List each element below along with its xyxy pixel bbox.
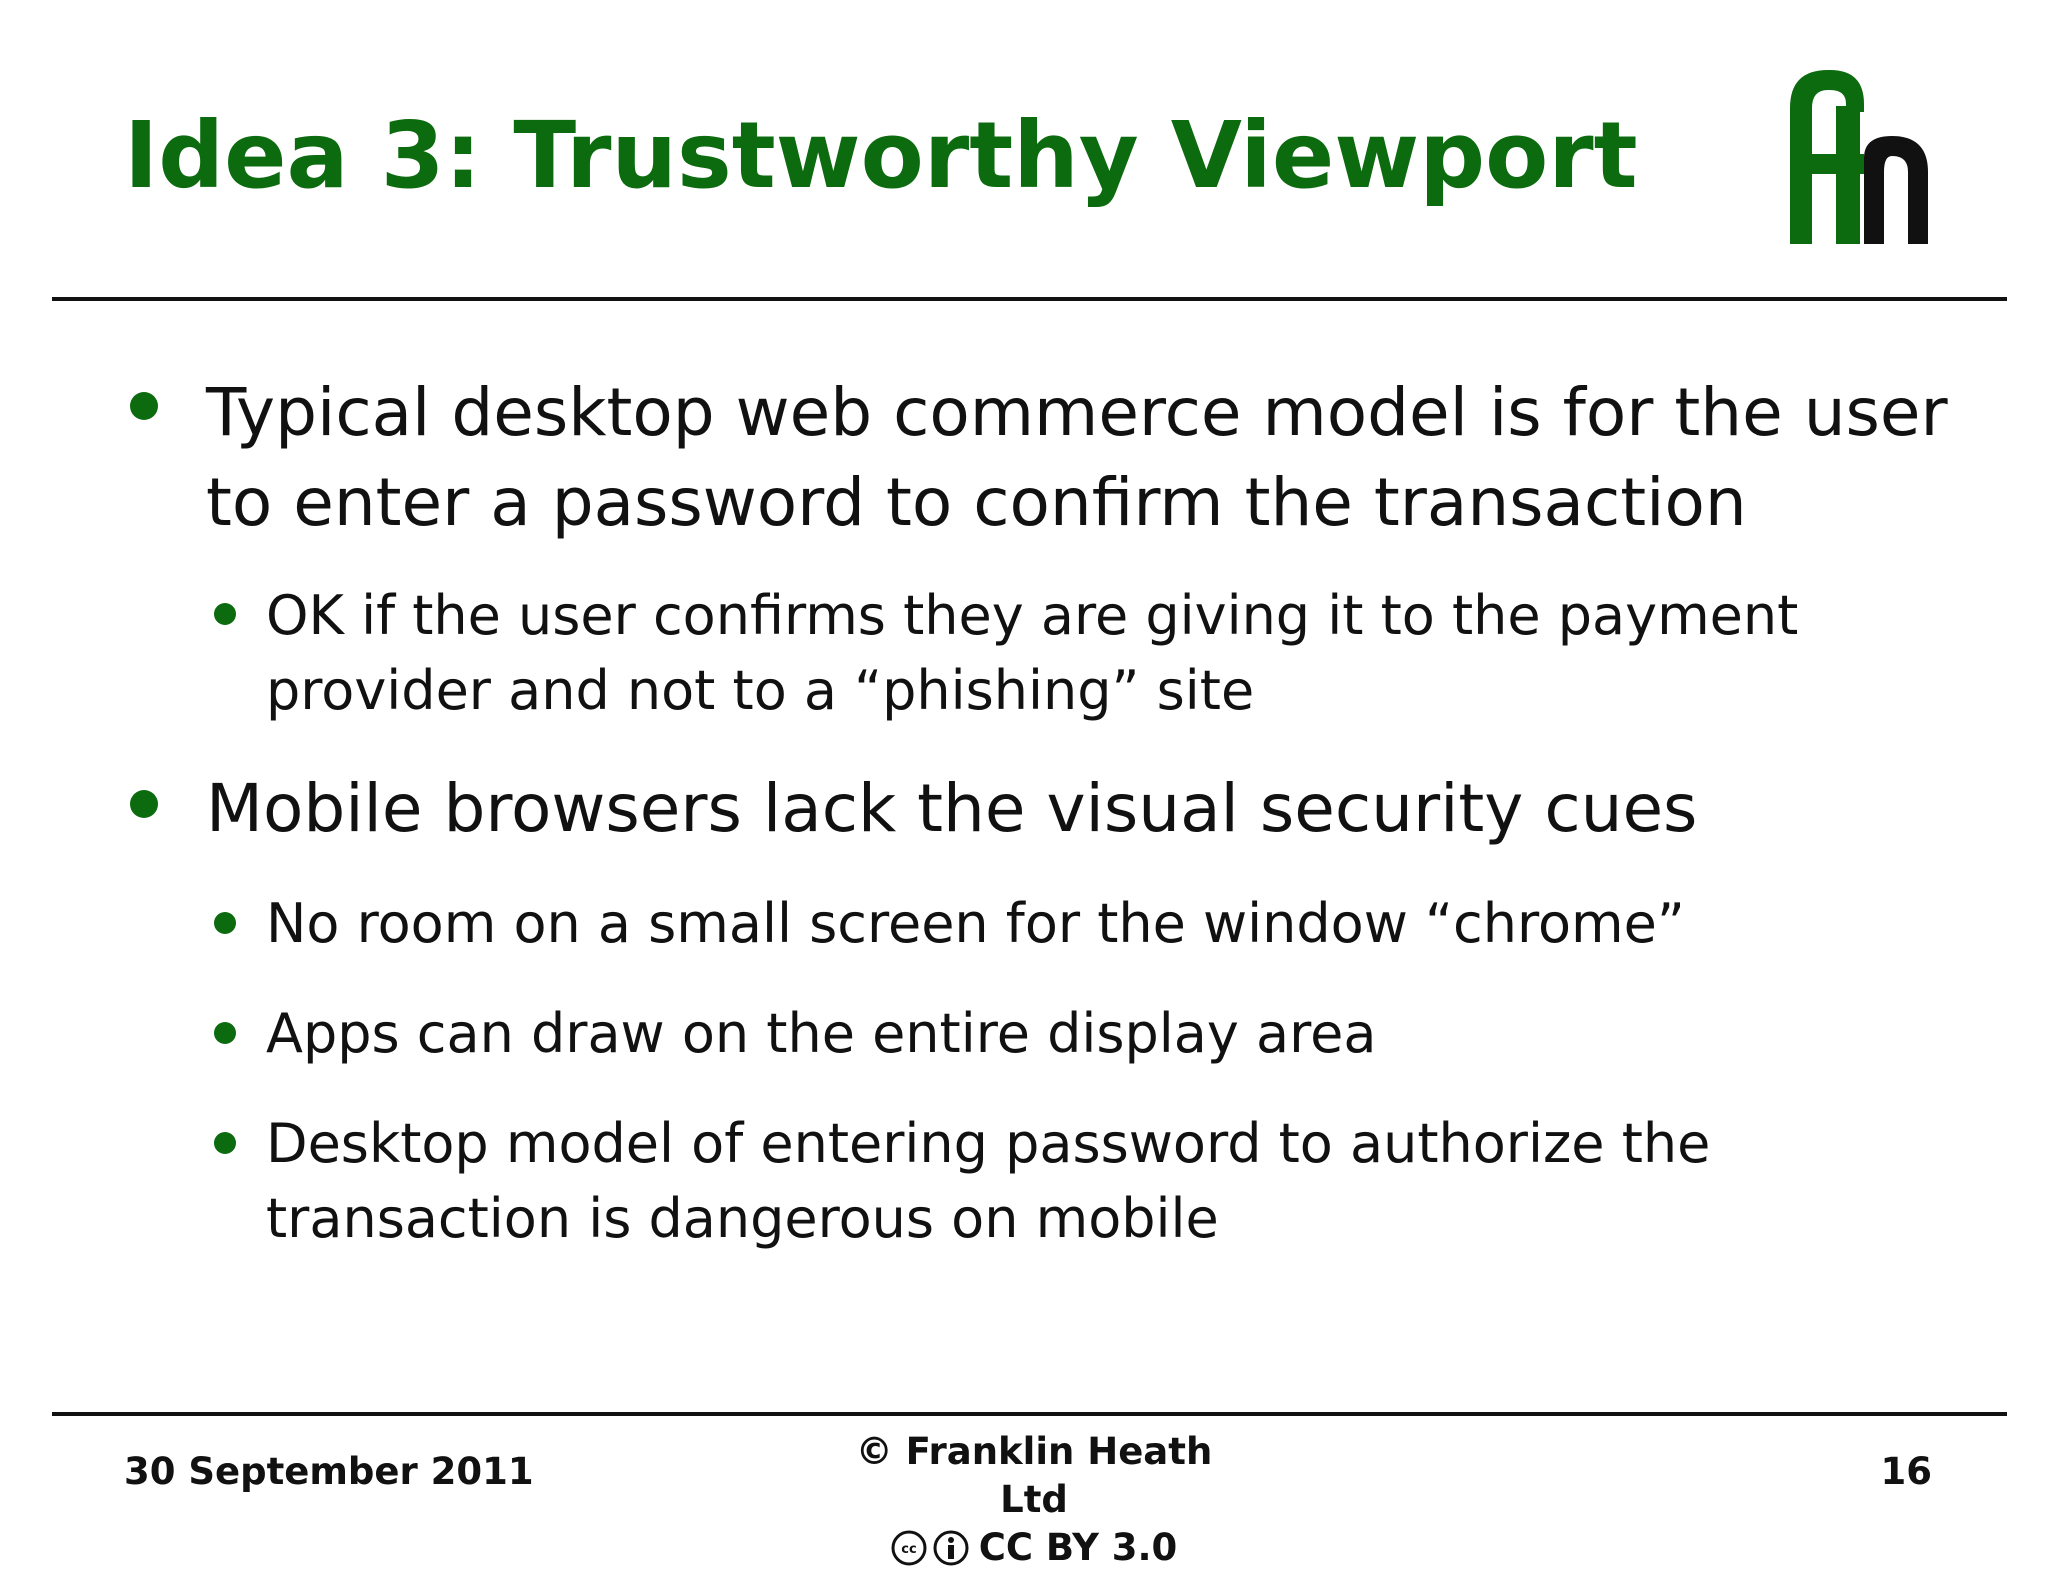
footer-copyright-block [824,1428,1244,1572]
bullet-dot-icon [130,790,158,818]
sub-bullet-dot-icon [214,1022,236,1044]
slide-title: Idea 3: Trustworthy Viewport [124,102,1638,209]
page-number: 16 [1880,1450,1932,1493]
bullet-item: Typical desktop web commerce model is for the user to enter a password to confirm the transaction [206,374,1948,541]
sub-bullet-dot-icon [214,912,236,934]
license-row [824,1524,1244,1572]
sub-bullet-dot-icon [214,603,236,625]
footer-date: 30 September 2011 [124,1450,534,1493]
sub-bullet-item: Apps can draw on the entire display area [266,1002,1377,1065]
bullet-dot-icon [130,392,158,420]
attribution-icon [933,1530,969,1566]
franklin-heath-logo [1788,68,1928,244]
cc-license-badge [891,1530,969,1566]
svg-text:cc: cc [900,1542,917,1557]
license-text: CC BY 3.0 [978,1526,1178,1569]
sub-bullet-item: Desktop model of entering password to authorize the transaction is dangerous on mobile [266,1112,1711,1250]
footer-divider [52,1412,2007,1416]
bullet-item: Mobile browsers lack the visual security cues [206,770,1698,847]
sub-bullet-dot-icon [214,1132,236,1154]
sub-bullet-item: OK if the user confirms they are giving it to the payment provider and not to a “phishing” site [266,584,1799,722]
creative-commons-icon [891,1530,927,1566]
sub-bullet-item: No room on a small screen for the window “chrome” [266,892,1685,955]
copyright-text: © Franklin Heath Ltd [855,1430,1213,1521]
title-divider [52,297,2007,301]
